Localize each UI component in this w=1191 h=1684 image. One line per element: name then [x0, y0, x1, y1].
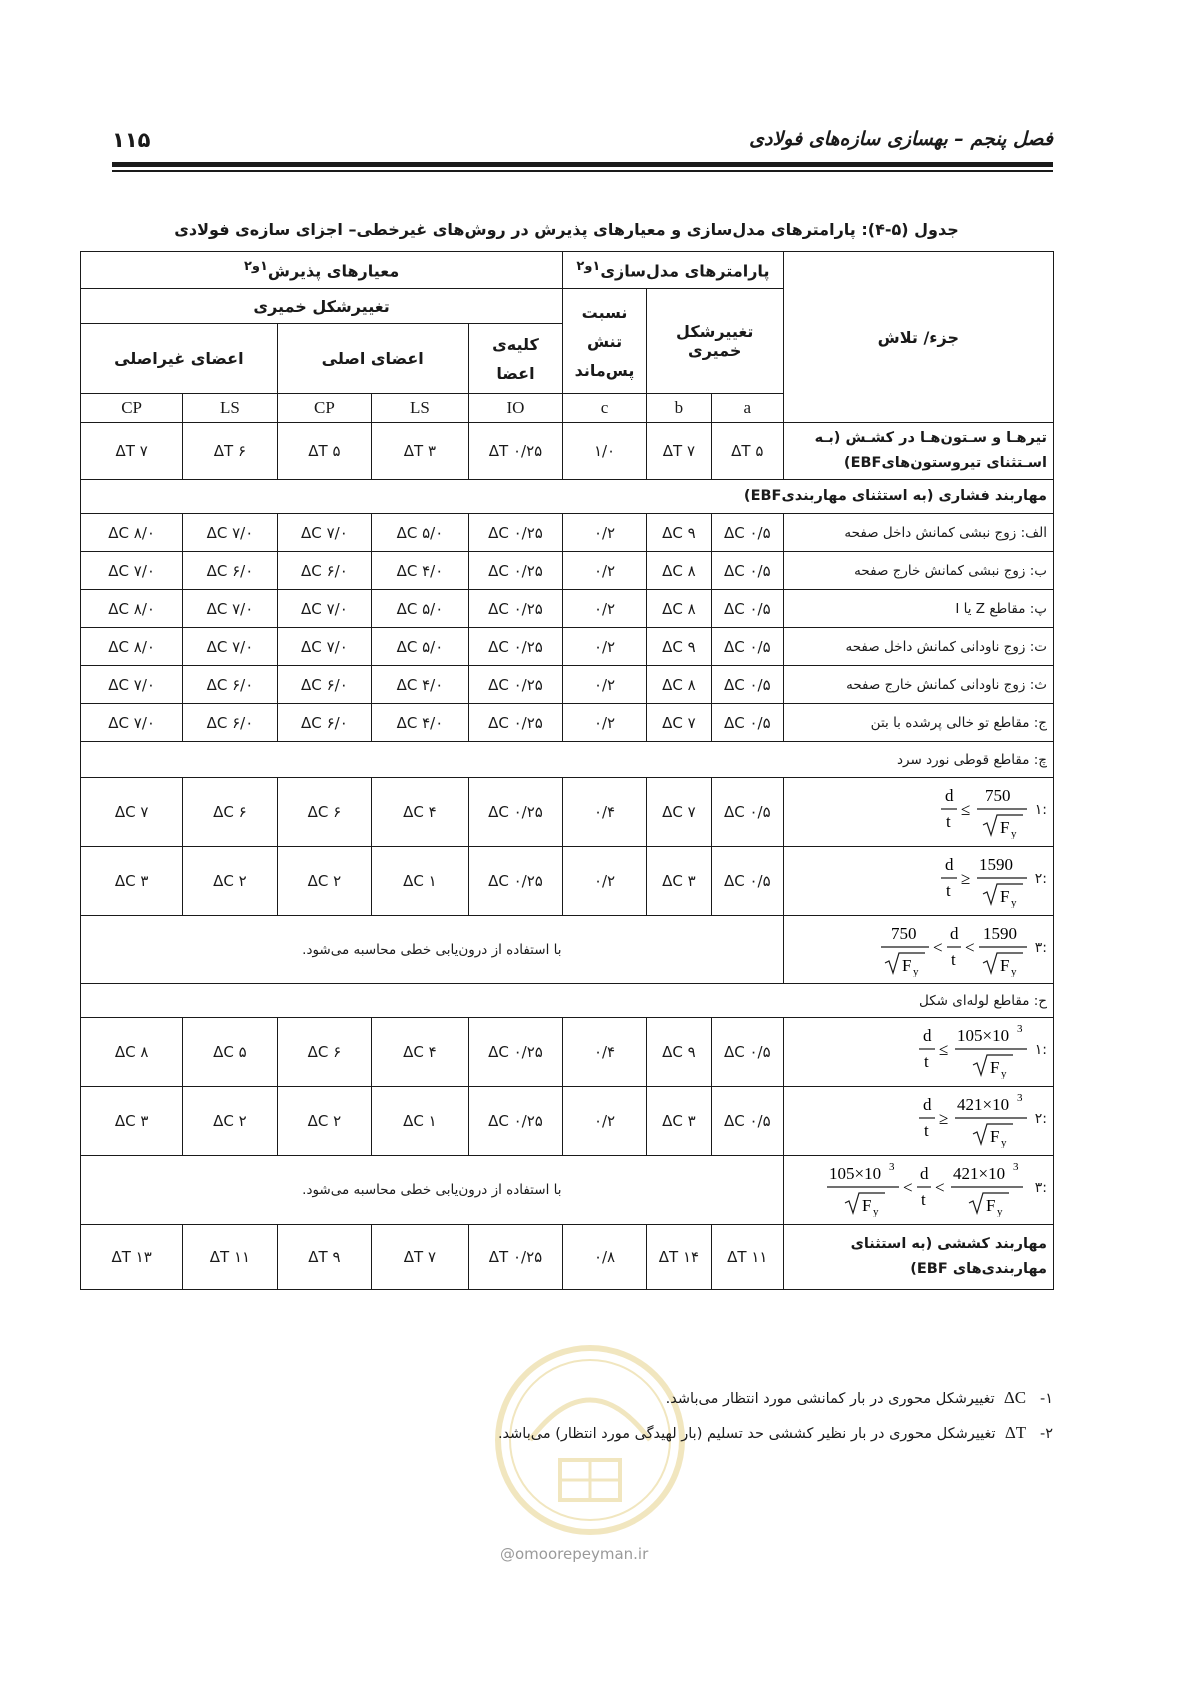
watermark-site: @omoorepeyman.ir: [500, 1545, 649, 1563]
cell: ۰/۲۵ ΔC: [468, 666, 562, 704]
svg-text:3: 3: [1012, 1161, 1019, 1173]
svg-text:105×10: 105×10: [828, 1164, 881, 1183]
cell: ۴/۰ ΔC: [372, 704, 469, 742]
cell: ۰/۲: [563, 1087, 647, 1156]
svg-text:3: 3: [1016, 1023, 1023, 1035]
cell: ۰/۵ ΔC: [711, 552, 783, 590]
section-title-pipe: ح: مقاطع لوله‌ای شکل: [81, 984, 1054, 1018]
footnotes: [498, 1381, 1053, 1451]
svg-text:t: t: [920, 1190, 926, 1209]
cell: ۰/۵ ΔC: [711, 1087, 783, 1156]
cell: ۰/۲۵ ΔC: [468, 1087, 562, 1156]
cell: ۰/۲: [563, 628, 647, 666]
cell: ۸ ΔC: [646, 666, 711, 704]
cell: ۶/۰ ΔC: [183, 704, 277, 742]
row-label: ب: زوج نبشی کمانش خارج صفحه: [783, 552, 1053, 590]
svg-text:≥: ≥: [938, 1109, 949, 1128]
row-label-beams: تیرهـا و سـتون‌هـا در کشـش (بـه اسـتثنای تیروستون‌هایEBF): [783, 423, 1053, 480]
col-cp-primary: CP: [277, 394, 371, 423]
svg-text:<: <: [934, 1178, 945, 1197]
col-c: c: [563, 394, 647, 423]
row-label: پ: مقاطع Z یا I: [783, 590, 1053, 628]
cell: ۳ ΔC: [646, 847, 711, 916]
cell: ۰/۵ ΔC: [711, 590, 783, 628]
svg-text:d: d: [944, 786, 954, 805]
section-title-compression-brace: مهاربند فشاری (به استثنای مهاربندیEBF): [81, 480, 1054, 514]
fraction-d-over-t-le-750-root-fy: [939, 781, 1029, 839]
table-row: [81, 666, 1054, 704]
cell: ۵/۰ ΔC: [372, 590, 469, 628]
acceptance-criteria-table: [80, 251, 1054, 1290]
svg-text:y: y: [912, 965, 919, 977]
svg-text:F: F: [989, 1058, 1000, 1077]
row-label: ج: مقاطع تو خالی پرشده با بتن: [783, 704, 1053, 742]
table-row: [81, 1018, 1054, 1087]
cell: ۷ ΔT: [372, 1225, 469, 1290]
svg-text:t: t: [923, 1121, 929, 1140]
cell: ۶ ΔT: [183, 423, 277, 480]
svg-text:F: F: [989, 1127, 1000, 1146]
table-row: [81, 847, 1054, 916]
cell: ۸/۰ ΔC: [81, 590, 183, 628]
cell: ۰/۲۵ ΔC: [468, 847, 562, 916]
cell: ۳ ΔT: [372, 423, 469, 480]
footnote-2: ۲- ΔT تغییرشکل محوری در بار نظیر کششی حد تسلیم (بار لهیدگی مورد انتظار) می‌باشد.: [497, 1423, 1053, 1442]
formula-box-3: 750 F y < d t < 1590 F y ۳:: [783, 916, 1053, 984]
table-row: [81, 1156, 1054, 1225]
cell: ۷/۰ ΔC: [183, 628, 277, 666]
svg-text:1590: 1590: [982, 923, 1017, 943]
svg-text:y: y: [1010, 828, 1017, 839]
col-ls-secondary: LS: [183, 394, 277, 423]
cell: ۷ ΔT: [81, 423, 183, 480]
cell: ۷ ΔT: [646, 423, 711, 480]
cell: ۷/۰ ΔC: [183, 514, 277, 552]
svg-text:y: y: [1000, 1137, 1007, 1148]
cell: ۰/۸: [563, 1225, 647, 1290]
svg-text:3: 3: [888, 1161, 895, 1173]
formula-box-1: d t ≤ 750 F y ۱:: [783, 778, 1053, 847]
svg-text:y: y: [872, 1206, 879, 1217]
table-row: [81, 778, 1054, 847]
svg-text:<: <: [932, 937, 943, 957]
svg-text:d: d: [919, 1164, 929, 1183]
cell: ۰/۵ ΔC: [711, 666, 783, 704]
svg-text:y: y: [1000, 1068, 1007, 1079]
svg-text:t: t: [945, 812, 951, 831]
svg-text:d: d: [944, 855, 954, 874]
cell: ۶/۰ ΔC: [277, 552, 371, 590]
table-row: [81, 916, 1054, 984]
svg-text:421×10: 421×10: [952, 1164, 1005, 1183]
cell: ۷/۰ ΔC: [81, 704, 183, 742]
col-io: IO: [468, 394, 562, 423]
cell: ۷/۰ ΔC: [81, 552, 183, 590]
fraction-d-over-t-ge-1590-root-fy: [939, 850, 1029, 908]
table-caption: جدول (۵-۴): پارامترهای مدل‌سازی و معیارهای پذیرش در روش‌های غیرخطی– اجزای سازه‌ی فولادی: [174, 220, 959, 239]
cell: ۷/۰ ΔC: [277, 628, 371, 666]
table-row: [81, 423, 1054, 480]
svg-text:F: F: [999, 887, 1010, 906]
cell: ۰/۲: [563, 590, 647, 628]
fraction-pipe-2: [917, 1090, 1029, 1148]
svg-text:<: <: [902, 1178, 913, 1197]
cell: ۰/۵ ΔC: [711, 514, 783, 552]
cell: ۰/۲: [563, 847, 647, 916]
cell: ۵ ΔT: [277, 423, 371, 480]
cell: ۰/۲۵ ΔC: [468, 590, 562, 628]
cell: ۲ ΔC: [183, 847, 277, 916]
col-b: b: [646, 394, 711, 423]
cell: ۶/۰ ΔC: [183, 666, 277, 704]
row-label: ث: زوج ناودانی کمانش خارج صفحه: [783, 666, 1053, 704]
cell: ۸ ΔC: [646, 590, 711, 628]
table-row: [81, 552, 1054, 590]
cell: ۴/۰ ΔC: [372, 666, 469, 704]
svg-text:d: d: [949, 923, 959, 943]
cell: ۳ ΔC: [646, 1087, 711, 1156]
formula-box-2: d t ≥ 1590 F y ۲:: [783, 847, 1053, 916]
cell: ۰/۵ ΔC: [711, 1018, 783, 1087]
cell: ۷/۰ ΔC: [81, 666, 183, 704]
cell: ۷ ΔC: [646, 704, 711, 742]
page-number: ۱۱۵: [112, 128, 151, 152]
cell: ۱/۰: [563, 423, 647, 480]
cell: ۰/۲: [563, 666, 647, 704]
cell: ۳ ΔC: [81, 847, 183, 916]
cell: ۵/۰ ΔC: [372, 628, 469, 666]
cell: ۲ ΔC: [183, 1087, 277, 1156]
cell: ۰/۲: [563, 704, 647, 742]
cell: ۶/۰ ΔC: [277, 704, 371, 742]
svg-text:d: d: [922, 1095, 932, 1114]
col-cp-secondary: CP: [81, 394, 183, 423]
cell: ۰/۲۵ ΔC: [468, 628, 562, 666]
formula-pipe-2: d t ≥ 421×10 3 F y ۲:: [783, 1087, 1053, 1156]
cell: ۰/۲۵ ΔT: [468, 423, 562, 480]
formula-pipe-3: 105×10 3 F y < d t < 421×10 3 F y ۳:: [783, 1156, 1053, 1225]
row-label-tension-brace: مهاربند کششی (به استثنای مهاربندی‌های EBF): [783, 1225, 1053, 1290]
merged-interpolation-note: با استفاده از درون‌یابی خطی محاسبه می‌شود.: [81, 916, 784, 984]
cell: ۷/۰ ΔC: [277, 590, 371, 628]
cell: ۱۱ ΔT: [183, 1225, 277, 1290]
header-acceptance-plastic: تغییرشکل خمیری: [81, 289, 563, 324]
fraction-range-box: [879, 919, 1029, 977]
header-all-members: کلیه‌ی اعضا: [468, 324, 562, 394]
cell: ۹ ΔC: [646, 1018, 711, 1087]
section-title-box: چ: مقاطع قوطی نورد سرد: [81, 742, 1054, 778]
cell: ۱ ΔC: [372, 847, 469, 916]
cell: ۳ ΔC: [81, 1087, 183, 1156]
header-secondary: اعضای غیراصلی: [81, 324, 278, 394]
cell: ۰/۲۵ ΔT: [468, 1225, 562, 1290]
cell: ۰/۲۵ ΔC: [468, 704, 562, 742]
table-row: [81, 704, 1054, 742]
header-acceptance: معیارهای پذیرش$^{۱و۲}$: [81, 252, 563, 289]
cell: ۰/۲۵ ΔC: [468, 1018, 562, 1087]
footnote-1: ۱- ΔC تغییرشکل محوری در بار کمانشی مورد انتظار می‌باشد.: [665, 1388, 1053, 1407]
svg-text:≤: ≤: [960, 800, 971, 819]
cell: ۴/۰ ΔC: [372, 552, 469, 590]
header-residual-ratio: نسبت تنش پس‌ماند: [563, 289, 647, 394]
cell: ۵ ΔC: [183, 1018, 277, 1087]
svg-text:750: 750: [984, 786, 1011, 805]
cell: ۰/۲۵ ΔC: [468, 514, 562, 552]
table-row: [81, 514, 1054, 552]
svg-text:105×10: 105×10: [956, 1026, 1009, 1045]
cell: ۵/۰ ΔC: [372, 514, 469, 552]
cell: ۵ ΔT: [711, 423, 783, 480]
cell: ۶ ΔC: [183, 778, 277, 847]
cell: ۸ ΔC: [646, 552, 711, 590]
fraction-range-pipe: [825, 1159, 1031, 1217]
header-rule-thin: [112, 170, 1053, 172]
cell: ۱۴ ΔT: [646, 1225, 711, 1290]
header-component: جزء/ تلاش: [783, 252, 1053, 423]
cell: ۰/۲: [563, 514, 647, 552]
cell: ۱۳ ΔT: [81, 1225, 183, 1290]
table-row: [81, 628, 1054, 666]
cell: ۶/۰ ΔC: [183, 552, 277, 590]
cell: ۰/۴: [563, 778, 647, 847]
cell: ۷/۰ ΔC: [277, 514, 371, 552]
merged-interpolation-note: با استفاده از درون‌یابی خطی محاسبه می‌شود.: [81, 1156, 784, 1225]
col-ls-primary: LS: [372, 394, 469, 423]
cell: ۰/۵ ΔC: [711, 778, 783, 847]
table-row: [81, 1087, 1054, 1156]
cell: ۷ ΔC: [81, 778, 183, 847]
cell: ۷ ΔC: [646, 778, 711, 847]
svg-text:t: t: [923, 1052, 929, 1071]
cell: ۸/۰ ΔC: [81, 628, 183, 666]
table-row: [81, 590, 1054, 628]
cell: ۱ ΔC: [372, 1087, 469, 1156]
svg-text:y: y: [1010, 965, 1017, 977]
cell: ۰/۲: [563, 552, 647, 590]
cell: ۹ ΔT: [277, 1225, 371, 1290]
svg-text:t: t: [950, 949, 956, 969]
svg-text:<: <: [964, 937, 975, 957]
svg-text:t: t: [945, 881, 951, 900]
cell: ۶/۰ ΔC: [277, 666, 371, 704]
header-primary: اعضای اصلی: [277, 324, 468, 394]
svg-text:421×10: 421×10: [956, 1095, 1009, 1114]
svg-text:F: F: [861, 1196, 872, 1215]
cell: ۰/۴: [563, 1018, 647, 1087]
svg-text:1590: 1590: [978, 855, 1013, 874]
cell: ۹ ΔC: [646, 514, 711, 552]
chapter-title: فصل پنجم – بهسازی سازه‌های فولادی: [749, 128, 1053, 150]
svg-text:F: F: [999, 955, 1010, 975]
table-row: [81, 1225, 1054, 1290]
cell: ۷/۰ ΔC: [183, 590, 277, 628]
cell: ۴ ΔC: [372, 778, 469, 847]
header-modeling-params: پارامترهای مدل‌سازی$^{۱و۲}$: [563, 252, 783, 289]
formula-pipe-1: d t ≤ 105×10 3 F y ۱:: [783, 1018, 1053, 1087]
cell: ۰/۵ ΔC: [711, 847, 783, 916]
svg-text:F: F: [901, 955, 912, 975]
cell: ۱۱ ΔT: [711, 1225, 783, 1290]
svg-text:F: F: [999, 818, 1010, 837]
row-label: الف: زوج نبشی کمانش داخل صفحه: [783, 514, 1053, 552]
row-label: ت: زوج ناودانی کمانش داخل صفحه: [783, 628, 1053, 666]
cell: ۲ ΔC: [277, 847, 371, 916]
svg-text:3: 3: [1016, 1092, 1023, 1104]
cell: ۰/۲۵ ΔC: [468, 778, 562, 847]
fraction-pipe-1: [917, 1021, 1029, 1079]
cell: ۰/۲۵ ΔC: [468, 552, 562, 590]
svg-text:750: 750: [890, 923, 917, 943]
svg-text:y: y: [996, 1206, 1003, 1217]
cell: ۰/۵ ΔC: [711, 704, 783, 742]
cell: ۸/۰ ΔC: [81, 514, 183, 552]
svg-text:d: d: [922, 1026, 932, 1045]
cell: ۰/۵ ΔC: [711, 628, 783, 666]
cell: ۶ ΔC: [277, 1018, 371, 1087]
svg-text:y: y: [1010, 897, 1017, 908]
col-a: a: [711, 394, 783, 423]
cell: ۶ ΔC: [277, 778, 371, 847]
cell: ۲ ΔC: [277, 1087, 371, 1156]
cell: ۸ ΔC: [81, 1018, 183, 1087]
header-plastic-deformation: تغییرشکل خمیری: [646, 289, 783, 394]
svg-text:≤: ≤: [938, 1040, 949, 1059]
svg-text:≥: ≥: [960, 869, 971, 888]
cell: ۹ ΔC: [646, 628, 711, 666]
cell: ۴ ΔC: [372, 1018, 469, 1087]
svg-text:F: F: [985, 1196, 996, 1215]
header-rule: [112, 162, 1053, 167]
